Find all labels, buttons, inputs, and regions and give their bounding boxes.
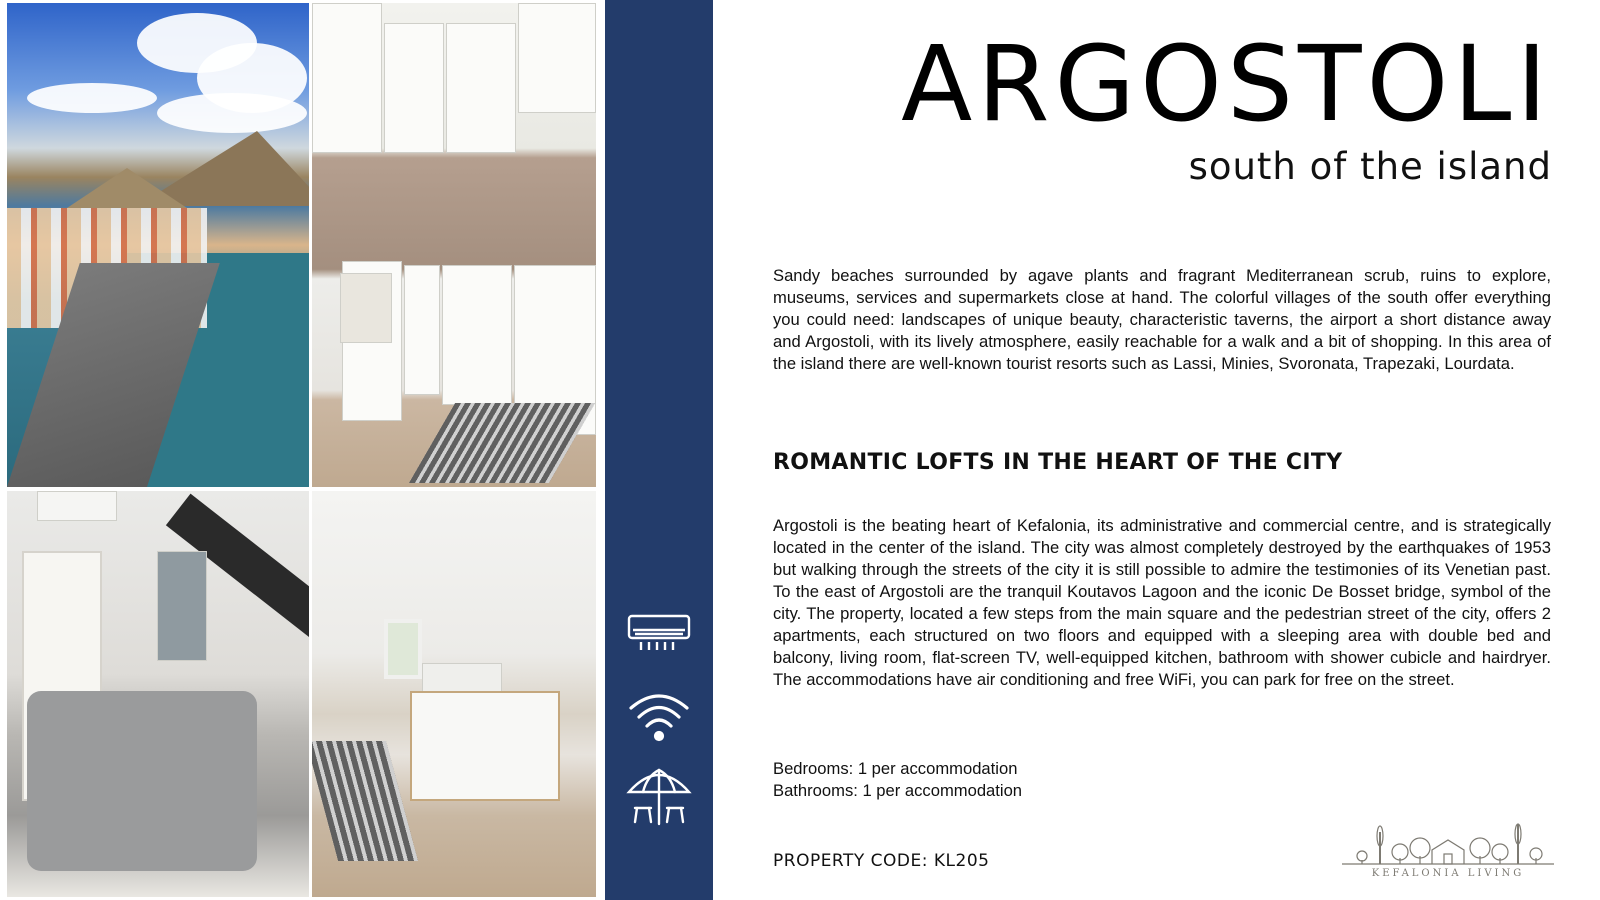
air-conditioner-icon (625, 602, 693, 670)
intro-paragraph: Sandy beaches surrounded by agave plants and fragrant Mediterranean scrub, ruins to explore, museums, services and supermarkets close at hand. The colorful villages of the south offer everything you could need: landscapes of unique beauty, characteristic taverns, the airport a short distance away and Argostoli, with its lively atmosphere, easily reachable for a walk and a bit of shopping. In this area of the island there are well-known tourist resorts such as Lassi, Minies, Svoronata, Trapezaki, Lourdata. (773, 266, 1551, 373)
harbor-photo (7, 3, 309, 487)
logo-text: KEFALONIA LIVING (1371, 868, 1525, 879)
amenities-sidebar (605, 0, 713, 900)
page-subtitle: south of the island (1188, 145, 1552, 188)
page-title: ARGOSTOLI (901, 23, 1552, 145)
bedrooms-spec: Bedrooms: 1 per accommodation (773, 759, 1018, 778)
bathrooms-spec: Bathrooms: 1 per accommodation (773, 781, 1023, 800)
wifi-icon (625, 682, 693, 750)
living-room-photo (7, 491, 309, 897)
kefalonia-living-logo (1340, 820, 1556, 896)
kitchen-photo (312, 3, 596, 487)
logo-mark-icon (1340, 820, 1556, 868)
property-code: PROPERTY CODE: KL205 (773, 851, 990, 871)
bedroom-photo (312, 491, 596, 897)
description-paragraph: Argostoli is the beating heart of Kefalonia, its administrative and commercial centre, and is strategically located in the center of the island. The city was almost completely destroyed by the earthquakes of 1953 but walking through the streets of the city it is still possible to admire the testimonies of its Venetian past. To the east of Argostoli are the tranquil Koutavos Lagoon and the iconic De Bosset bridge, symbol of the city. The property, located a few steps from the main square and the pedestrian street of the city, offers 2 apartments, each structured on two floors and equipped with a sleeping area with double bed and balcony, living room, flat-screen TV, well-equipped kitchen, bathroom with shower cubicle and hairdryer. The accommodations have air conditioning and free WiFi, you can park for free on the street. (773, 516, 1551, 689)
section-heading: ROMANTIC LOFTS IN THE HEART OF THE CITY (773, 450, 1343, 475)
beach-umbrella-icon (625, 762, 693, 830)
